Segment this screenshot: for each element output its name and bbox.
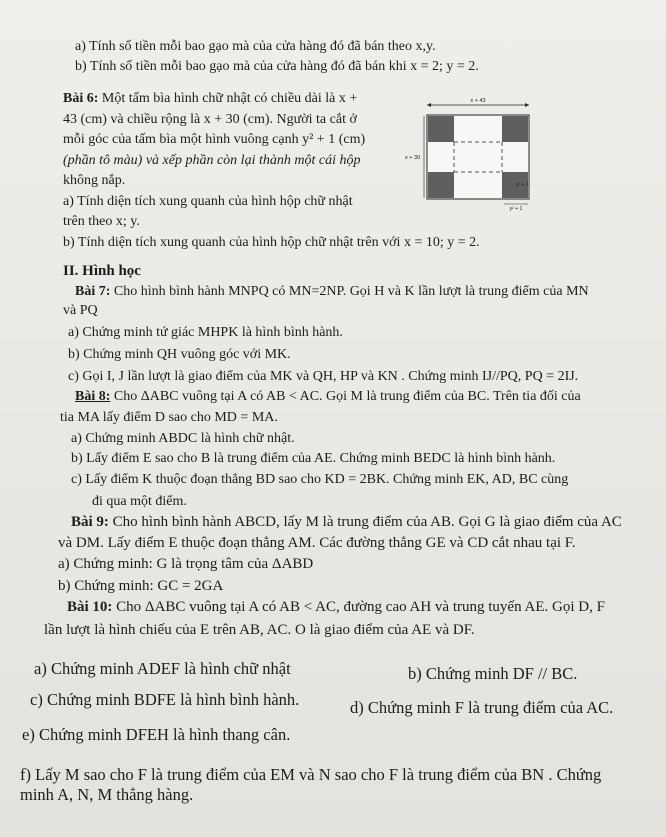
b8-c-line-2: đi qua một điểm. [92,494,187,509]
b9-line-1: Bài 9: Cho hình bình hành ABCD, lấy M là trung điểm của AB. Gọi G là giao điểm của AC [71,514,622,530]
b6-line-2: 43 (cm) và chiều rộng là x + 30 (cm). Người ta cắt ở [63,112,357,127]
b7-a: a) Chứng minh tứ giác MHPK là hình bình hành. [68,325,343,340]
b6-line-5: không nắp. [63,173,126,188]
section-geometry-heading: II. Hình học [63,263,141,279]
b9-title: Bài 9: [71,514,109,530]
b6-b-line: b) Tính diện tích xung quanh của hình hộp chữ nhật trên với x = 10; y = 2. [63,235,480,250]
b7-title: Bài 7: [75,284,111,299]
b7-c: c) Gọi I, J lần lượt là giao điểm của MK và QH, HP và KN . Chứng minh IJ//PQ, PQ = 2IJ. [68,369,579,384]
b10-d: d) Chứng minh F là trung điểm của AC. [350,698,614,717]
corner-square-bottom-left [428,172,454,198]
b8-line-2: tia MA lấy điểm D sao cho MD = MA. [60,410,278,425]
b7-b: b) Chứng minh QH vuông góc với MK. [68,347,291,362]
top-dimension-label: x + 43 [470,98,486,104]
line-5b: b) Tính số tiền mỗi bao gạo mà của cửa hàng đó đã bán khi x = 2; y = 2. [75,59,479,74]
b9-b: b) Chứng minh: GC = 2GA [58,578,224,594]
b10-b: b) Chứng minh DF // BC. [408,664,578,683]
b8-c-line-1: c) Lấy điểm K thuộc đoạn thẳng BD sao cho KD = 2BK. Chứng minh EK, AD, BC cùng [71,472,569,487]
b6-title: Bài 6: [63,91,99,106]
left-dimension-label: x + 30 [405,155,421,161]
corner-square-top-left [428,116,454,142]
b8-b: b) Lấy điểm E sao cho B là trung điểm của AE. Chứng minh BEDC là hình bình hành. [71,451,556,466]
b8-title: Bài 8: [75,389,111,404]
corner-dimension-label: y² + 1 [516,182,529,188]
b9-a: a) Chứng minh: G là trọng tâm của ΔABD [58,556,314,572]
b6-line-4: (phần tô màu) và xếp phần còn lại thành một cái hộp [63,153,361,168]
b6-a-line-2: trên theo x; y. [63,214,140,229]
b9-line-2: và DM. Lấy điểm E thuộc đoạn thẳng AM. Các đường thẳng GE và CD cắt nhau tại F. [58,535,576,551]
b10-a: a) Chứng minh ADEF là hình chữ nhật [34,659,291,678]
b10-line-1: Bài 10: Cho ΔABC vuông tại A có AB < AC, đường cao AH và trung tuyến AE. Gọi D, F [67,599,605,615]
b8-line-1: Bài 8: Cho ΔABC vuông tại A có AB < AC. Gọi M là trung điểm của BC. Trên tia đối của [75,389,581,404]
b8-a: a) Chứng minh ABDC là hình chữ nhật. [71,431,295,446]
b7-line-1: Bài 7: Cho hình bình hành MNPQ có MN=2NP. Gọi H và K lần lượt là trung điểm của MN [75,284,589,299]
b6-a-line-1: a) Tính diện tích xung quanh của hình hộp chữ nhật [63,194,353,209]
line-5a: a) Tính số tiền mỗi bao gạo mà của cửa hàng đó đã bán theo x,y. [75,39,436,54]
b6-line-3: mỗi góc của tấm bìa một hình vuông cạnh y² + 1 (cm) [63,132,366,147]
b10-f-line-1: f) Lấy M sao cho F là trung điểm của EM và N sao cho F là trung điểm của BN . Chứng [20,765,602,784]
box-net-figure [404,96,534,211]
b10-f-line-2: minh A, N, M thẳng hàng. [20,785,194,804]
b10-e: e) Chứng minh DFEH là hình thang cân. [22,725,291,744]
bottom-dimension-label: y² + 1 [509,206,523,211]
b10-c: c) Chứng minh BDFE là hình bình hành. [30,690,300,709]
corner-square-top-right [502,116,528,142]
b10-title: Bài 10: [67,599,113,615]
b6-line-1: Bài 6: Một tấm bìa hình chữ nhật có chiều dài là x + [63,91,358,106]
b7-line-2: và PQ [63,303,98,318]
b10-line-2: lần lượt là hình chiếu của E trên AB, AC. O là giao điểm của AE và DF. [44,622,475,638]
